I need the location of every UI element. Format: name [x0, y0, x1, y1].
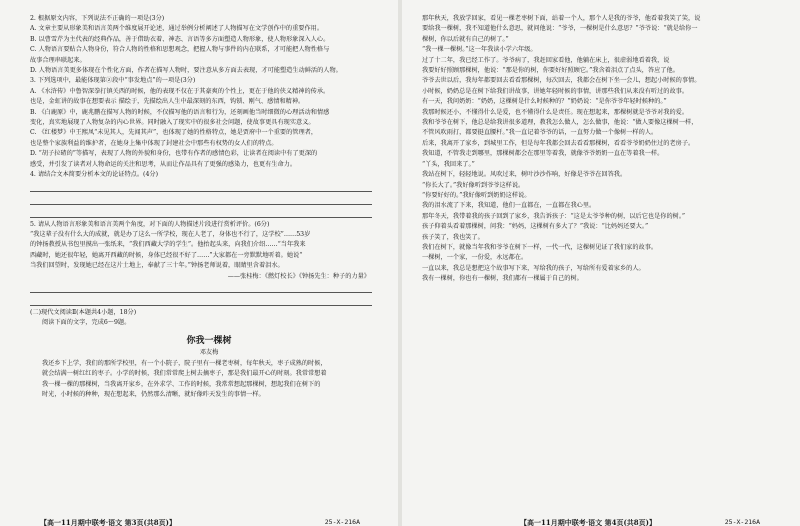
text-line: 孩子仰着头看着那棵树，问我：“妈妈，这棵树有多大了？”我说：“比妈妈还要大。”: [422, 223, 649, 231]
right-page: [400, 0, 800, 526]
text-line: D. “胡子拉碴的”等描写，表现了人物的外貌和身份，也带有作者的感情色彩，让读者在阅读中有了更深的: [30, 150, 318, 158]
text-line: 时光，小时候的种种，现在想起来，仍然那么清晰，就好像昨天发生的事情一样。: [42, 390, 265, 398]
text-line: D. 人物语言美更多体现在个性化方面，作者在描写人物时，要注意从多方面去表现，才可能塑造生动鲜活的人物。: [30, 67, 342, 75]
text-line: “我这辈子没有什么大的成就，就是办了这么一所学校，现在人老了，身体也不行了，这学校”……53岁: [30, 230, 311, 238]
footer-title: 【高一11月期中联考·语文 第3页(共8页)】: [40, 518, 176, 526]
text-line: 后来，我离开了家乡，到城里工作，但是每年我都会回去看看那棵树，看看爷爷奶奶住过的老房子。: [422, 139, 695, 147]
text-line: A. 《水浒传》中鲁智深拳打镇关西的时候，他的表现不仅在于其豪爽的个性上，更在于他的侠义精神的传承。: [30, 87, 330, 95]
text-line: 我那时候还小，不懂得什么是爱，也不懂得什么是责任。现在想起来，那棵树就是爷爷对我的爱。: [422, 108, 689, 116]
text-line: 3. 下列选项中，最能体现第②段中“事发地点”的一项是(3分): [30, 77, 196, 85]
text-line: 要给我一棵树，我不知道他什么意思，就问他说：“爷爷，一棵树是什么意思？”爷爷说：“就是给你一: [422, 25, 698, 33]
text-line: 故事合理串联起来。: [30, 56, 86, 64]
text-line: C. 人物语言要贴合人物身份，符合人物的性格和思想观念，把握人物与事件的内在联系，才可能把人物性格与: [30, 46, 330, 54]
text-line: 2. 根据原文内容，下列说法不正确的一项是(3分): [30, 15, 165, 22]
footer-code: 25-X-216A: [324, 518, 360, 526]
text-line: 当我们回望时，发现她已经在这片土地上，奉献了三十年。”钟扬老师说着，眼睛里含着泪水。: [30, 262, 284, 270]
text-line: 我知道，不管我走到哪里，那棵树都会在那里等着我，就像爷爷奶奶一直在等着我一样。: [422, 150, 664, 158]
text-line: 我要好好照顾那棵树，他说：“那是你的树，你要好好照顾它。”我含着泪点了点头，答应了他。: [422, 67, 679, 75]
answer-line: [30, 295, 372, 306]
answer-line: [30, 181, 372, 192]
text-line: 变化，真实地展现了人物复杂的内心世界。同时融入了现实中的很多社会问题，使故事更具有现实意义。: [30, 119, 315, 127]
text-line: 也是整个家族利益的维护者，在她身上集中体现了封建社会中那些有权势的女人们的特点。: [30, 139, 278, 147]
section-heading: (二)现代文阅读Ⅱ(本题共4小题，18分): [30, 308, 137, 316]
text-line: 我和爷爷在树下，他总是给我讲很多道理，教我怎么做人，怎么做事，他说：“做人要像这棵树一样，: [422, 119, 698, 127]
question-5: [30, 220, 388, 272]
answer-lines: [30, 181, 388, 218]
quote-source: ——张桂梅：《燃灯校长》《钟扬先生：种子的力量》: [227, 272, 370, 280]
text-line: “我一棵一棵树。”这一年我读小学六年级。: [422, 46, 537, 54]
text-line: 爷爷去世以后，我每年都要回去看看那棵树，每次回去，我都会在树下坐一会儿，想起小时候的事情。: [422, 77, 701, 85]
answer-line: [30, 207, 372, 218]
answer-line: [30, 194, 372, 205]
text-line: C. 《红楼梦》中王熙凤“未见其人，先闻其声”，也体现了她的性格特点，她是贾府中一个重要的管理者，: [30, 129, 318, 137]
article-body: [30, 359, 388, 401]
section-instruction: 阅读下面的文字，完成6～9题。: [42, 319, 131, 327]
text-line: 不管风吹雨打，都要挺直腰杆。”我一直记着爷爷的话，一直努力做一个像树一样的人。: [422, 129, 658, 137]
text-line: “你要好好的。”我好像听到奶奶这样说。: [422, 191, 531, 199]
question-block: [30, 14, 388, 181]
answer-line: [30, 282, 372, 293]
text-line: 我一棵一棵的那棵树，当我离开家乡，在外求学、工作的时候，我常常想起那棵树，想起我们在树下的: [42, 380, 321, 388]
article-body-continued: [422, 14, 780, 285]
text-line: 我有一棵树，你也有一棵树，我们都有一棵属于自己的树。: [422, 275, 583, 283]
text-line: B. 《白鹿原》中，鹿兆鹏在描写人物的时候，不仅描写他的语言和行为，还刻画他当时细微的心理活动和情感: [30, 108, 330, 116]
text-line: 小时候，奶奶总是在树下给我们讲故事，讲她年轻时候的事情，讲那些我们从来没有听过的故事。: [422, 87, 689, 95]
text-line: 西藏时，她还很年轻，她离开西藏的时候，身体已经很不好了……”大家都在一旁默默地听着。她说“: [30, 251, 303, 259]
text-line: 有一天，我问奶奶：“奶奶，这棵树是什么时候种的？”奶奶说：“是你爷爷年轻时候种的。”: [422, 98, 667, 106]
text-line: 我还乡下上学，我们的那所学校里，有一个小院子，院子里有一棵老枣树，每年秋天，枣子成熟的时候，: [42, 359, 327, 367]
text-line: 就会结满一树红红的枣子。小学的时候，我们常常爬上树去摘枣子，那是我们最开心的时刻。我常常想着: [42, 370, 327, 378]
footer-title: 【高一11月期中联考·语文 第4页(共8页)】: [520, 518, 656, 526]
article-title: 你我一棵树: [186, 335, 232, 346]
text-line: 感受，并引发了读者对人物命运的关注和思考，从而让作品具有了更强的感染力，也更有生命力。: [30, 160, 297, 168]
text-line: 5. 请从人物语言形象美和语言美两个角度，对下面的人物描述片段进行赏析评价。(6分): [30, 220, 270, 228]
text-line: 我们在树下，就像当年我和爷爷在树下一样，一代一代，这棵树见证了我们家的故事。: [422, 243, 658, 251]
text-line: 那年冬天，我带着我的孩子回到了家乡，我告诉孩子：“这是太爷爷种的树，以后它也是你的树。”: [422, 212, 686, 220]
text-line: “丫头，我回来了。”: [422, 160, 475, 168]
text-line: “你长大了。”我好像听到爷爷这样说。: [422, 181, 525, 189]
text-line: 棵树，你以后就有自己的树了。”: [422, 35, 509, 43]
text-line: 我的泪水流了下来，我知道，他们一直都在，一直都在我心里。: [422, 202, 596, 210]
article-author: 邓友梅: [199, 348, 219, 356]
text-line: B. 以曹雪芹为主代表的经典作品，善于借助衣着、神态、言语等多方面塑造人物形象，使人物形象深入人心。: [30, 35, 330, 43]
text-line: A. 文章主要从形象美和语言美两个维度展开论述，通过举例分析阐述了人物描写在文学创作中的重要作用。: [30, 25, 324, 33]
text-line: 孩子笑了，我也笑了。: [422, 233, 484, 241]
text-line: 4. 请结合文本简要分析本文的论证特点。(4分): [30, 171, 159, 179]
text-line: 一直以来，我总是想把这个故事写下来，写给我的孩子，写给所有爱着家乡的人。: [422, 264, 645, 272]
text-line: 的钟扬教授从书包里摸出一张纸来，“我们西藏大学的学生”。他抬起头来，向我们介绍……“当年我来: [30, 241, 306, 249]
text-line: 一棵树，一个家，一份爱，永远都在。: [422, 254, 528, 262]
footer-code: 25-X-216A: [724, 518, 760, 526]
text-line: 也是，金虹讲的故事在想要表示 描绘于，先描绘出人生中最深刻的东西，钩锁、刚气、感情和精神。: [30, 98, 305, 106]
text-line: 那年秋天，我放学回家，看见一棵老枣树下面，站着一个人，那个人是我的爷爷，他看着我笑了笑，说: [422, 15, 701, 22]
text-line: 过了十二年，我已经工作了。爷爷病了，我赶回家看他，他躺在床上，很虚弱地看着我，说: [422, 56, 670, 64]
text-line: 我站在树下，轻轻地说。风吹过来，树叶沙沙作响，好像是爷爷在回答我。: [422, 171, 627, 179]
